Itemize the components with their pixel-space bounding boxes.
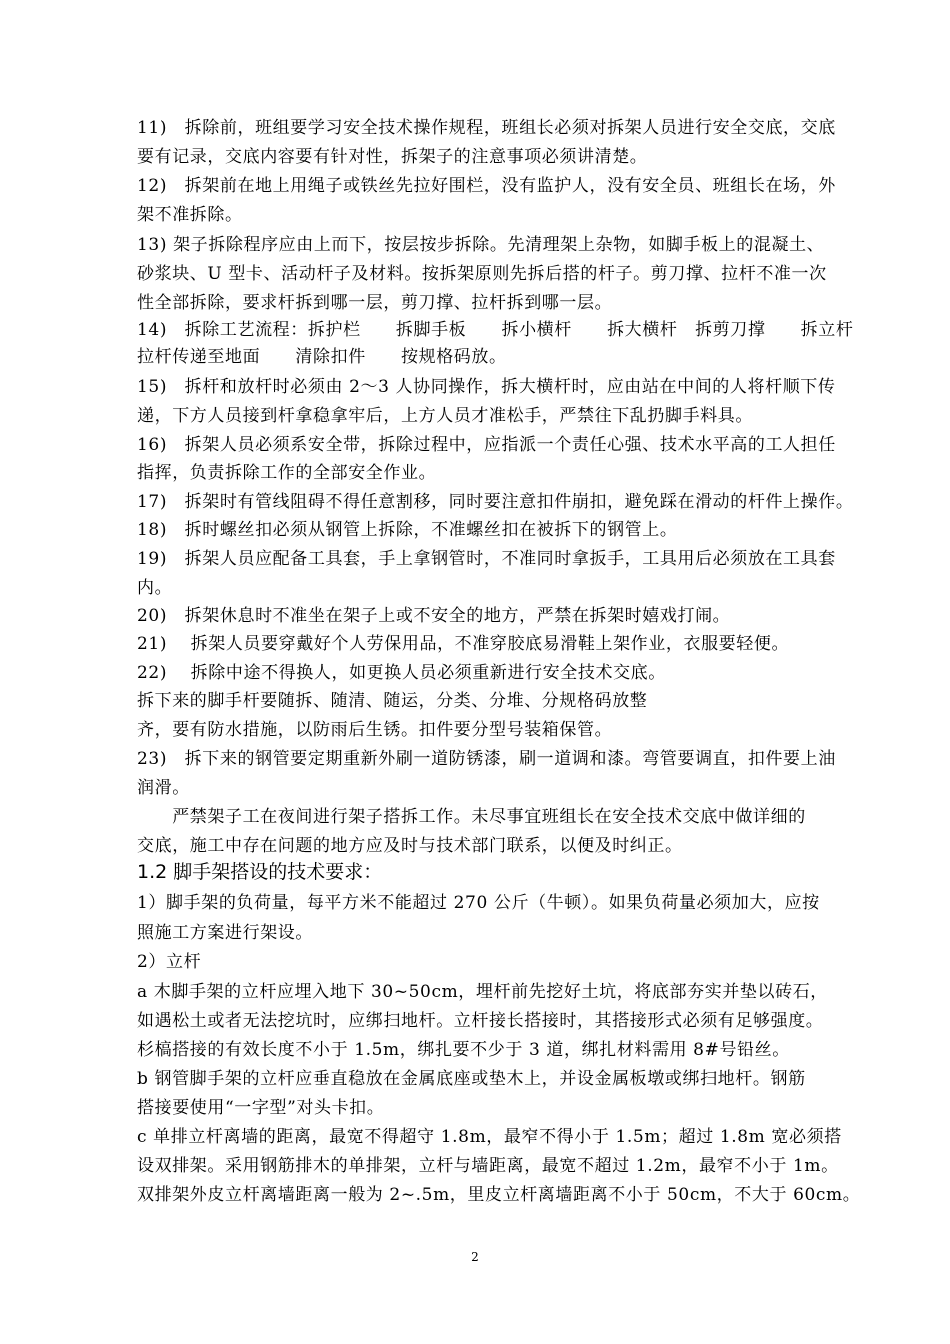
- text-line: b 钢管脚手架的立杆应垂直稳放在金属底座或垫木上，并设金属板墩或绑扫地杆。钢筋: [137, 1069, 806, 1089]
- text-line: 23) 拆下来的钢管要定期重新外刷一道防锈漆，刷一道调和漆。弯管要调直，扣件要上油: [137, 749, 836, 769]
- page-number: 2: [471, 1250, 479, 1264]
- text-line: 16) 拆架人员必须系安全带，拆除过程中，应指派一个责任心强、技术水平高的工人担任: [137, 435, 836, 455]
- text-line: 交底，施工中存在问题的地方应及时与技术部门联系，以便及时纠正。: [137, 836, 683, 856]
- text-line: 严禁架子工在夜间进行架子搭拆工作。未尽事宜班组长在安全技术交底中做详细的: [137, 807, 806, 827]
- text-line: 内。: [137, 578, 173, 598]
- text-line: 递，下方人员接到杆拿稳拿牢后，上方人员才准松手，严禁往下乱扔脚手料具。: [137, 406, 753, 426]
- text-line: 拆下来的脚手杆要随拆、随清、随运，分类、分堆、分规格码放整: [137, 691, 648, 711]
- text-line: 20) 拆架休息时不准坐在架子上或不安全的地方，严禁在拆架时嬉戏打闹。: [137, 606, 731, 626]
- text-line: 1）脚手架的负荷量，每平方米不能超过 270 公斤（牛顿）。如果负荷量必须加大，应按: [137, 893, 820, 913]
- text-line: 18) 拆时螺丝扣必须从钢管上拆除，不准螺丝扣在被拆下的钢管上。: [137, 520, 678, 540]
- text-line: 22) 拆除中途不得换人，如更换人员必须重新进行安全技术交底。: [137, 663, 666, 683]
- text-line: 2）立杆: [137, 952, 202, 972]
- text-line: 指挥，负责拆除工作的全部安全作业。: [137, 463, 437, 483]
- text-line: 11) 拆除前，班组要学习安全技术操作规程，班组长必须对拆架人员进行安全交底，交底: [137, 118, 836, 138]
- text-line: 架不准拆除。: [137, 205, 243, 225]
- text-line: 拉杆传递至地面 清除扣件 按规格码放。: [137, 347, 507, 367]
- text-line: 12) 拆架前在地上用绳子或铁丝先拉好围栏，没有监护人，没有安全员、班组长在场，外: [137, 176, 836, 196]
- text-line: 17) 拆架时有管线阻碍不得任意割移，同时要注意扣件崩扣，避免踩在滑动的杆件上操作。: [137, 492, 854, 512]
- text-line: 齐，要有防水措施，以防雨后生锈。扣件要分型号装箱保管。: [137, 720, 613, 740]
- text-line: 21) 拆架人员要穿戴好个人劳保用品，不准穿胶底易滑鞋上架作业，衣服要轻便。: [137, 634, 790, 654]
- text-line: 13) 架子拆除程序应由上而下，按层按步拆除。先清理架上杂物，如脚手板上的混凝土、: [137, 235, 825, 255]
- text-line: 设双排架。采用钢筋排木的单排架，立杆与墙距离，最宽不超过 1.2m，最窄不小于 1m。: [137, 1156, 839, 1176]
- text-line: 性全部拆除，要求杆拆到哪一层，剪刀撑、拉杆拆到哪一层。: [137, 293, 613, 313]
- text-line: 双排架外皮立杆离墙距离一般为 2~.5m，里皮立杆离墙距离不小于 50cm，不大于 60cm。: [137, 1185, 861, 1205]
- section-heading: 1.2 脚手架搭设的技术要求：: [137, 861, 383, 883]
- text-line: 要有记录，交底内容要有针对性，拆架子的注意事项必须讲清楚。: [137, 147, 648, 167]
- text-line: 如遇松土或者无法挖坑时，应绑扫地杆。立杆接长搭接时，其搭接形式必须有足够强度。: [137, 1011, 824, 1031]
- text-line: 照施工方案进行架设。: [137, 923, 313, 943]
- text-line: 杉槁搭接的有效长度不小于 1.5m，绑扎要不少于 3 道，绑扎材料需用 8#号铅丝。: [137, 1040, 790, 1060]
- text-line: 润滑。: [137, 778, 190, 798]
- text-line: c 单排立杆离墙的距离，最宽不得超守 1.8m，最窄不得小于 1.5m；超过 1.8m 宽必须搭: [137, 1127, 842, 1147]
- text-line: 搭接要使用“一字型”对头卡扣。: [137, 1098, 385, 1118]
- text-line: 15) 拆杆和放杆时必须由 2～3 人协同操作，拆大横杆时，应由站在中间的人将杆顺下传: [137, 377, 836, 397]
- text-line: 19) 拆架人员应配备工具套，手上拿钢管时，不准同时拿扳手，工具用后必须放在工具套: [137, 549, 836, 569]
- text-line: a 木脚手架的立杆应埋入地下 30~50cm，埋杆前先挖好土坑，将底部夯实并垫以砖石，: [137, 982, 828, 1002]
- text-line: 14) 拆除工艺流程：拆护栏 拆脚手板 拆小横杆 拆大横杆 拆剪刀撑 拆立杆: [137, 320, 854, 340]
- text-line: 砂浆块、U 型卡、活动杆子及材料。按拆架原则先拆后搭的杆子。剪刀撑、拉杆不准一次: [137, 264, 827, 284]
